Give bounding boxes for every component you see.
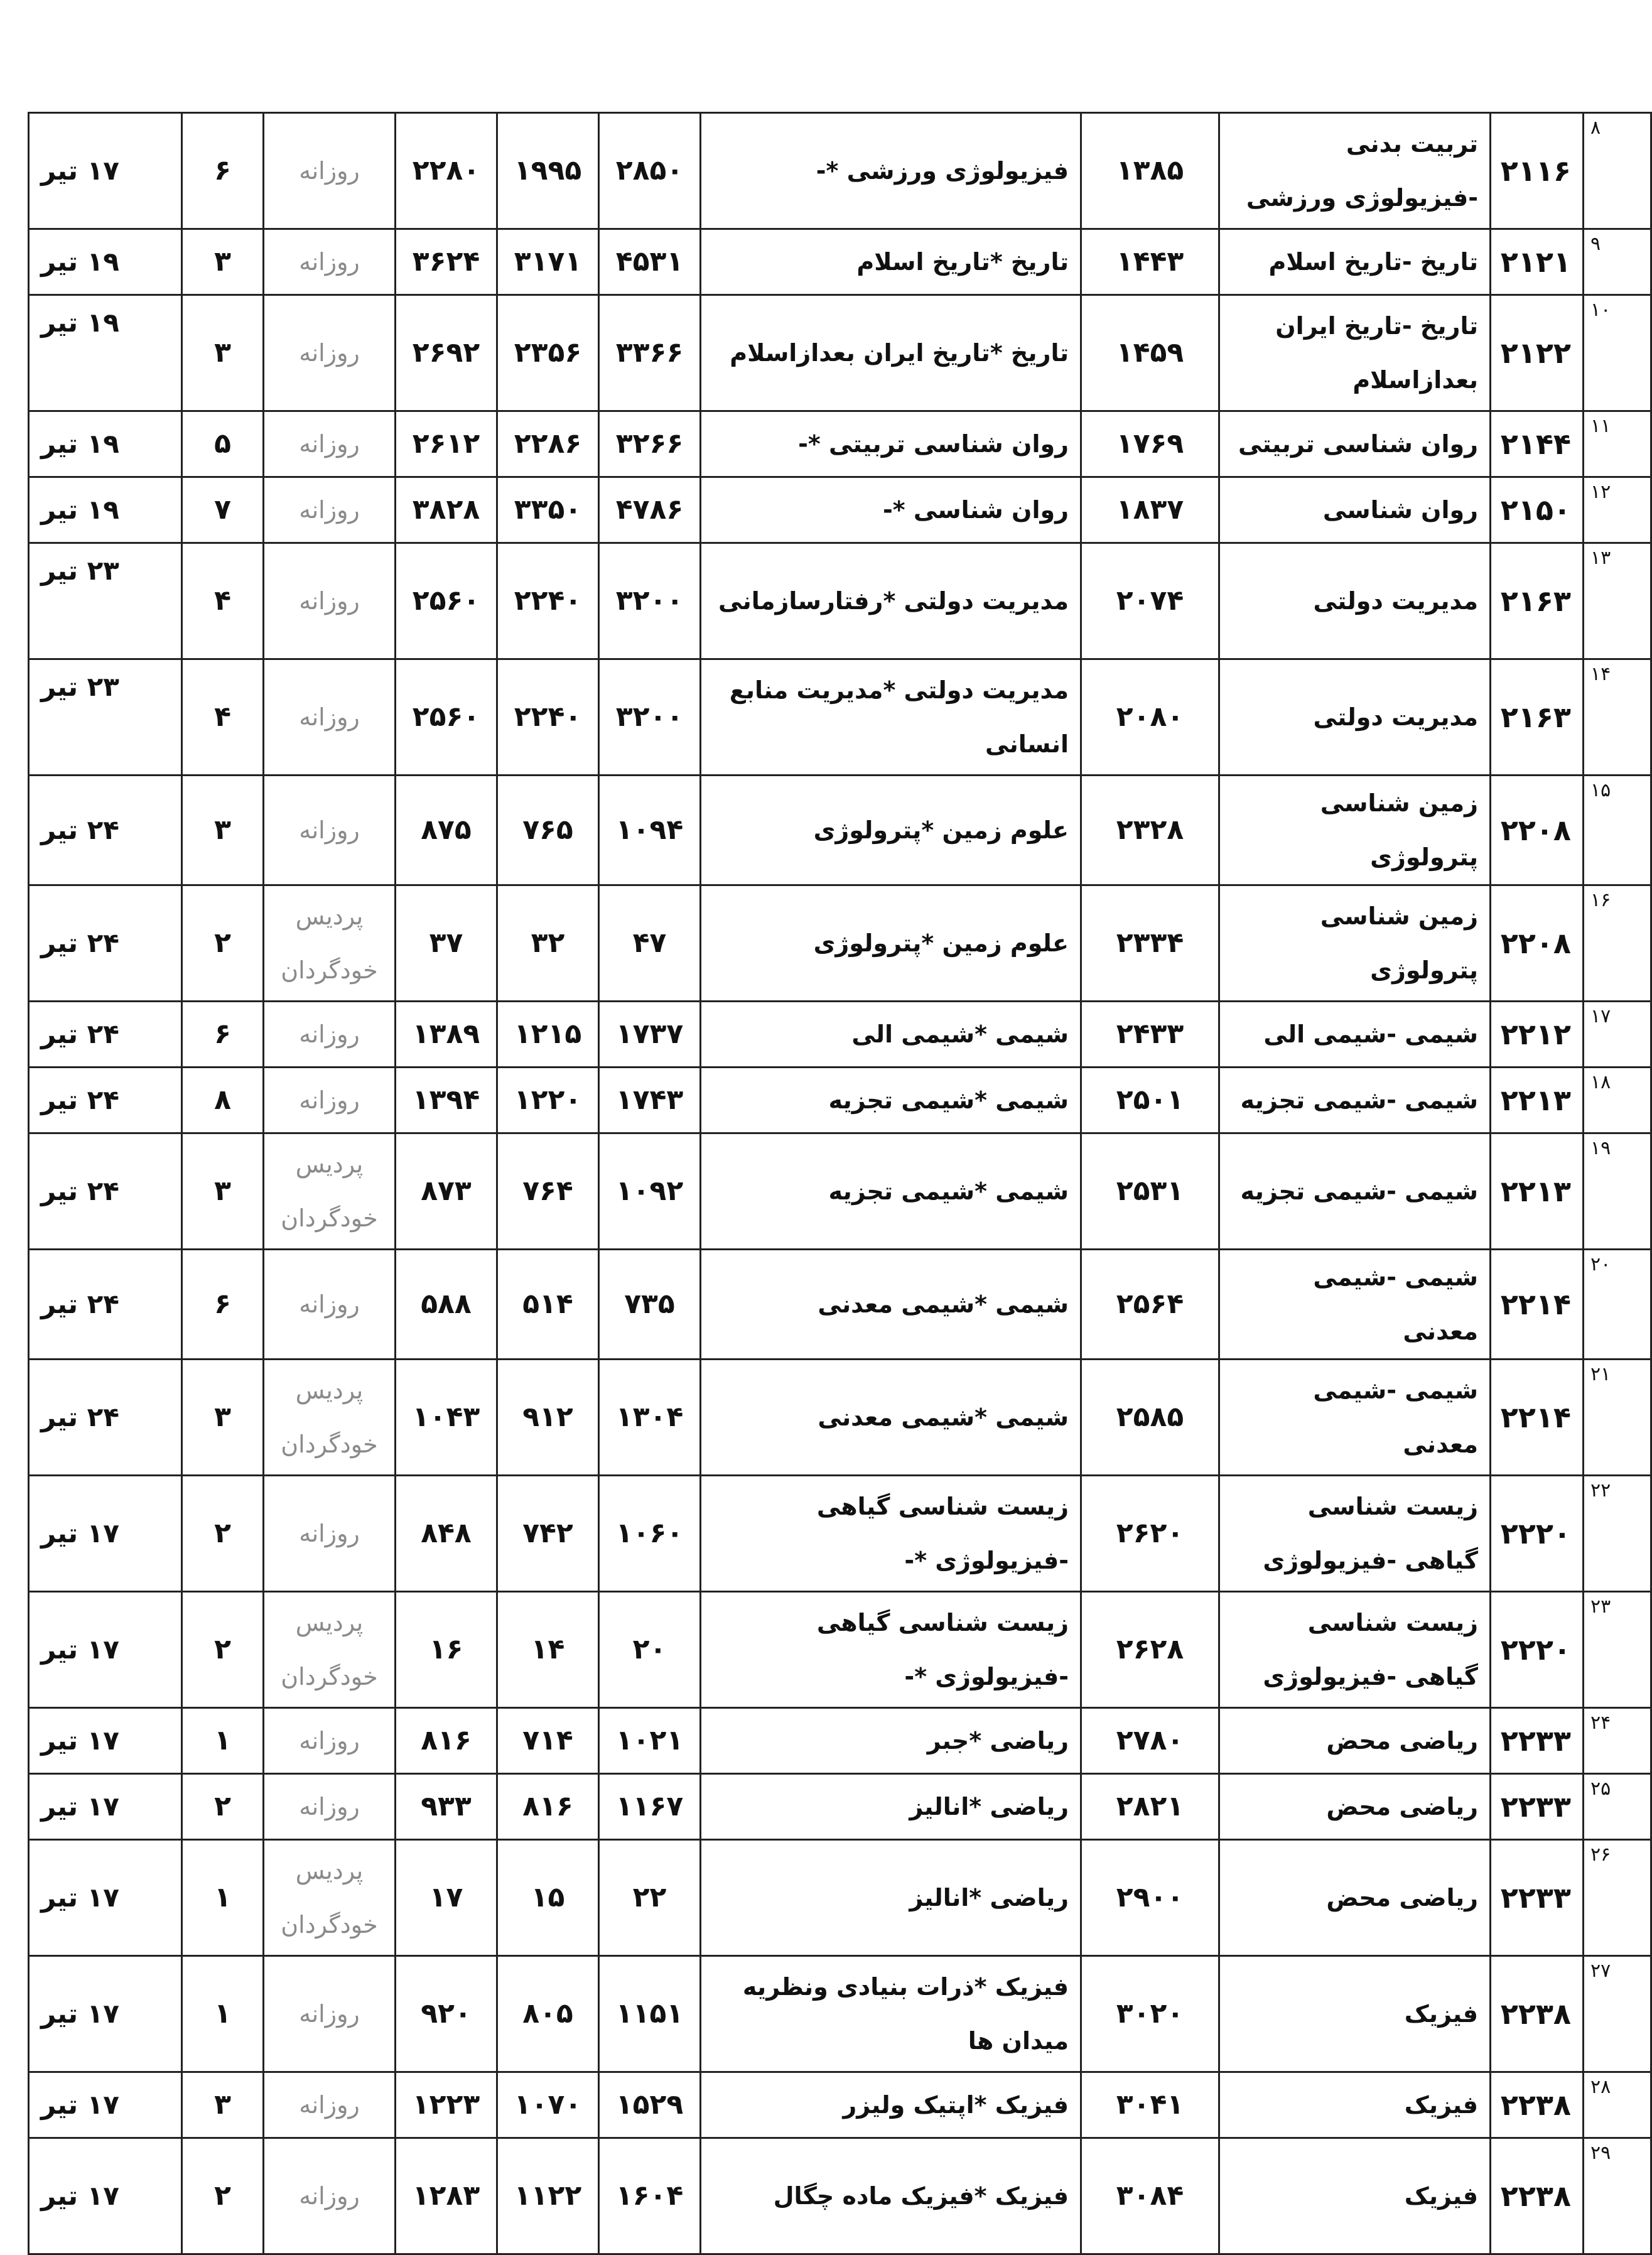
course-type: پردیس خودگردان [264,1840,396,1956]
course-type: پردیس خودگردان [264,1360,396,1476]
table-row [29,1840,1651,1956]
row-index: ۱۳ [1584,543,1651,659]
row-index: ۲۹ [1584,2138,1651,2254]
count-3: ۵۸۸ [396,1250,497,1360]
count-2: ۷۱۴ [497,1708,599,1774]
course-type: روزانه [264,1002,396,1068]
exam-date: ۲۴ تیر [29,1068,182,1133]
course-type: روزانه [264,2072,396,2138]
count-2: ۵۱۴ [497,1250,599,1360]
count-3: ۲۶۱۲ [396,411,497,477]
group-number: ۵ [182,411,264,477]
orientation-name: شیمی *شیمی تجزیه [701,1068,1081,1133]
count-3: ۱۳۸۹ [396,1002,497,1068]
exam-date: ۱۹ تیر [29,229,182,295]
course-type: روزانه [264,1774,396,1840]
course-type: روزانه [264,2138,396,2254]
orientation-name: فیزیک *فیزیک ماده چگال [701,2138,1081,2254]
table-row [29,1002,1651,1068]
count-2: ۱۲۱۵ [497,1002,599,1068]
group-number: ۲ [182,885,264,1002]
group-number: ۲ [182,1774,264,1840]
count-3: ۲۵۶۰ [396,659,497,776]
exam-date: ۲۳ تیر [29,543,182,659]
group-number: ۳ [182,1360,264,1476]
orientation-code: ۲۵۰۱ [1081,1068,1219,1133]
table-row [29,1708,1651,1774]
orientation-name: ریاضی *انالیز [701,1774,1081,1840]
course-type: پردیس خودگردان [264,885,396,1002]
exam-date: ۱۷ تیر [29,1592,182,1708]
row-index: ۱۱ [1584,411,1651,477]
orientation-name: زیست شناسی گیاهی -فیزیولوژی *- [701,1476,1081,1592]
orientation-code: ۲۴۳۳ [1081,1002,1219,1068]
count-2: ۹۱۲ [497,1360,599,1476]
orientation-code: ۲۳۲۸ [1081,776,1219,885]
orientation-name: فیزیولوژی ورزشی *- [701,113,1081,229]
count-2: ۲۲۴۰ [497,543,599,659]
group-number: ۲ [182,1476,264,1592]
orientation-code: ۱۴۴۳ [1081,229,1219,295]
exam-date: ۱۷ تیر [29,1708,182,1774]
row-index: ۲۵ [1584,1774,1651,1840]
count-3: ۱۷ [396,1840,497,1956]
course-type: روزانه [264,659,396,776]
table-row [29,1360,1651,1476]
count-2: ۲۲۸۶ [497,411,599,477]
field-code: ۲۲۳۸ [1491,2138,1584,2254]
table-row [29,2072,1651,2138]
orientation-name: شیمی *شیمی معدنی [701,1250,1081,1360]
orientation-name: مدیریت دولتی *رفتارسازمانی [701,543,1081,659]
field-code: ۲۱۵۰ [1491,477,1584,543]
row-index: ۲۰ [1584,1250,1651,1360]
field-name: شیمی -شیمی تجزیه [1219,1068,1491,1133]
exam-date: ۱۷ تیر [29,1840,182,1956]
field-code: ۲۲۰۸ [1491,885,1584,1002]
group-number: ۷ [182,477,264,543]
orientation-name: زیست شناسی گیاهی -فیزیولوژی *- [701,1592,1081,1708]
orientation-name: ریاضی *جبر [701,1708,1081,1774]
count-1: ۱۱۵۱ [599,1956,701,2072]
orientation-code: ۱۳۸۵ [1081,113,1219,229]
group-number: ۴ [182,543,264,659]
count-3: ۳۸۲۸ [396,477,497,543]
field-code: ۲۲۳۸ [1491,1956,1584,2072]
group-number: ۳ [182,295,264,411]
orientation-name: فیزیک *ذرات بنیادی ونظریه میدان ها [701,1956,1081,2072]
count-3: ۸۱۶ [396,1708,497,1774]
group-number: ۱ [182,1956,264,2072]
field-name: تربیت بدنی -فیزیولوژی ورزشی [1219,113,1491,229]
count-1: ۱۳۰۴ [599,1360,701,1476]
field-name: فیزیک [1219,1956,1491,2072]
exam-date: ۱۹ تیر [29,295,182,411]
field-code: ۲۲۰۸ [1491,776,1584,885]
field-code: ۲۲۳۸ [1491,2072,1584,2138]
count-1: ۱۰۲۱ [599,1708,701,1774]
field-name: زمین شناسی پترولوژی [1219,776,1491,885]
exam-date: ۲۴ تیر [29,1002,182,1068]
count-2: ۷۶۴ [497,1133,599,1250]
orientation-code: ۳۰۴۱ [1081,2072,1219,2138]
count-2: ۳۱۷۱ [497,229,599,295]
course-type: روزانه [264,411,396,477]
count-1: ۳۲۶۶ [599,411,701,477]
field-code: ۲۲۳۳ [1491,1840,1584,1956]
field-code: ۲۱۴۴ [1491,411,1584,477]
count-1: ۱۰۹۲ [599,1133,701,1250]
orientation-code: ۱۸۳۷ [1081,477,1219,543]
row-index: ۲۳ [1584,1592,1651,1708]
table-row [29,659,1651,776]
count-3: ۳۶۲۴ [396,229,497,295]
field-name: ریاضی محض [1219,1840,1491,1956]
course-type: روزانه [264,1708,396,1774]
field-name: شیمی -شیمی معدنی [1219,1360,1491,1476]
count-2: ۸۰۵ [497,1956,599,2072]
field-code: ۲۲۲۰ [1491,1592,1584,1708]
count-1: ۱۷۴۳ [599,1068,701,1133]
group-number: ۳ [182,2072,264,2138]
table-row [29,295,1651,411]
count-3: ۱۶ [396,1592,497,1708]
orientation-code: ۲۵۸۵ [1081,1360,1219,1476]
count-1: ۳۳۶۶ [599,295,701,411]
table-row [29,543,1651,659]
row-index: ۲۴ [1584,1708,1651,1774]
field-name: زیست شناسی گیاهی -فیزیولوژی [1219,1592,1491,1708]
table-row [29,2138,1651,2254]
table-body [29,113,1651,2254]
group-number: ۳ [182,776,264,885]
course-type: روزانه [264,543,396,659]
count-2: ۷۶۵ [497,776,599,885]
field-name: روان شناسی تربیتی [1219,411,1491,477]
table-row [29,1592,1651,1708]
field-code: ۲۱۱۶ [1491,113,1584,229]
count-1: ۱۰۶۰ [599,1476,701,1592]
course-type: روزانه [264,1068,396,1133]
field-code: ۲۱۲۱ [1491,229,1584,295]
row-index: ۱۶ [1584,885,1651,1002]
count-3: ۹۳۳ [396,1774,497,1840]
count-3: ۱۰۴۳ [396,1360,497,1476]
count-1: ۲۸۵۰ [599,113,701,229]
field-name: روان شناسی [1219,477,1491,543]
group-number: ۲ [182,2138,264,2254]
count-1: ۷۳۵ [599,1250,701,1360]
orientation-code: ۳۰۲۰ [1081,1956,1219,2072]
count-3: ۲۲۸۰ [396,113,497,229]
field-code: ۲۱۶۳ [1491,543,1584,659]
field-code: ۲۲۱۳ [1491,1068,1584,1133]
orientation-name: فیزیک *اپتیک ولیزر [701,2072,1081,2138]
count-1: ۲۰ [599,1592,701,1708]
field-name: فیزیک [1219,2138,1491,2254]
group-number: ۱ [182,1708,264,1774]
field-name: فیزیک [1219,2072,1491,2138]
field-name: شیمی -شیمی معدنی [1219,1250,1491,1360]
course-type: پردیس خودگردان [264,1133,396,1250]
field-code: ۲۲۱۴ [1491,1360,1584,1476]
count-1: ۴۵۳۱ [599,229,701,295]
table-row [29,113,1651,229]
table-row [29,1068,1651,1133]
field-name: مدیریت دولتی [1219,543,1491,659]
count-3: ۲۵۶۰ [396,543,497,659]
count-2: ۱۴ [497,1592,599,1708]
exam-date: ۲۴ تیر [29,1250,182,1360]
exam-date: ۱۹ تیر [29,411,182,477]
orientation-name: علوم زمین *پترولوژی [701,885,1081,1002]
row-index: ۱۹ [1584,1133,1651,1250]
count-1: ۱۷۳۷ [599,1002,701,1068]
orientation-code: ۲۶۲۰ [1081,1476,1219,1592]
field-name: زمین شناسی پترولوژی [1219,885,1491,1002]
field-code: ۲۲۳۳ [1491,1774,1584,1840]
orientation-name: تاریخ *تاریخ اسلام [701,229,1081,295]
count-3: ۱۳۹۴ [396,1068,497,1133]
exam-date: ۲۴ تیر [29,1360,182,1476]
count-1: ۱۵۲۹ [599,2072,701,2138]
count-2: ۱۰۷۰ [497,2072,599,2138]
count-2: ۱۵ [497,1840,599,1956]
orientation-name: شیمی *شیمی تجزیه [701,1133,1081,1250]
group-number: ۴ [182,659,264,776]
exam-date: ۱۷ تیر [29,1956,182,2072]
count-2: ۲۳۵۶ [497,295,599,411]
orientation-name: تاریخ *تاریخ ایران بعدازاسلام [701,295,1081,411]
orientation-name: روان شناسی تربیتی *- [701,411,1081,477]
exam-date: ۲۴ تیر [29,1133,182,1250]
orientation-code: ۲۷۸۰ [1081,1708,1219,1774]
table-row [29,477,1651,543]
row-index: ۲۸ [1584,2072,1651,2138]
count-3: ۹۲۰ [396,1956,497,2072]
field-name: شیمی -شیمی تجزیه [1219,1133,1491,1250]
count-3: ۱۲۸۳ [396,2138,497,2254]
count-1: ۳۲۰۰ [599,659,701,776]
orientation-code: ۲۳۳۴ [1081,885,1219,1002]
exam-date: ۱۷ تیر [29,1476,182,1592]
table-row [29,776,1651,885]
count-2: ۲۲۴۰ [497,659,599,776]
table-row [29,1250,1651,1360]
orientation-code: ۱۷۶۹ [1081,411,1219,477]
field-name: تاریخ -تاریخ اسلام [1219,229,1491,295]
field-code: ۲۲۱۲ [1491,1002,1584,1068]
group-number: ۶ [182,1250,264,1360]
count-3: ۸۷۵ [396,776,497,885]
count-2: ۷۴۲ [497,1476,599,1592]
row-index: ۸ [1584,113,1651,229]
orientation-code: ۲۸۲۱ [1081,1774,1219,1840]
field-code: ۲۱۶۳ [1491,659,1584,776]
count-1: ۲۲ [599,1840,701,1956]
course-type: روزانه [264,113,396,229]
count-2: ۳۲ [497,885,599,1002]
group-number: ۱ [182,1840,264,1956]
field-name: زیست شناسی گیاهی -فیزیولوژی [1219,1476,1491,1592]
course-type: روزانه [264,477,396,543]
orientation-code: ۲۵۶۴ [1081,1250,1219,1360]
orientation-name: شیمی *شیمی معدنی [701,1360,1081,1476]
course-type: پردیس خودگردان [264,1592,396,1708]
count-2: ۸۱۶ [497,1774,599,1840]
orientation-name: مدیریت دولتی *مدیریت منابع انسانی [701,659,1081,776]
table-row [29,1133,1651,1250]
exam-date: ۱۷ تیر [29,113,182,229]
course-type: روزانه [264,1250,396,1360]
count-2: ۳۳۵۰ [497,477,599,543]
orientation-code: ۳۰۸۴ [1081,2138,1219,2254]
field-code: ۲۲۳۳ [1491,1708,1584,1774]
row-index: ۱۸ [1584,1068,1651,1133]
row-index: ۱۷ [1584,1002,1651,1068]
row-index: ۱۰ [1584,295,1651,411]
field-code: ۲۲۱۴ [1491,1250,1584,1360]
orientation-code: ۲۰۷۴ [1081,543,1219,659]
orientation-code: ۲۵۳۱ [1081,1133,1219,1250]
exam-date: ۲۳ تیر [29,659,182,776]
row-index: ۱۲ [1584,477,1651,543]
table-row [29,1774,1651,1840]
exam-date: ۱۷ تیر [29,2072,182,2138]
orientation-name: ریاضی *انالیز [701,1840,1081,1956]
field-name: تاریخ -تاریخ ایران بعدازاسلام [1219,295,1491,411]
group-number: ۶ [182,113,264,229]
field-name: ریاضی محض [1219,1708,1491,1774]
exam-date: ۲۴ تیر [29,776,182,885]
field-name: شیمی -شیمی الی [1219,1002,1491,1068]
group-number: ۲ [182,1592,264,1708]
row-index: ۱۵ [1584,776,1651,885]
exam-date: ۲۴ تیر [29,885,182,1002]
orientation-code: ۲۰۸۰ [1081,659,1219,776]
group-number: ۶ [182,1002,264,1068]
course-type: روزانه [264,1476,396,1592]
field-code: ۲۱۲۲ [1491,295,1584,411]
row-index: ۹ [1584,229,1651,295]
count-1: ۴۷۸۶ [599,477,701,543]
count-1: ۱۱۶۷ [599,1774,701,1840]
count-2: ۱۱۲۲ [497,2138,599,2254]
count-1: ۳۲۰۰ [599,543,701,659]
orientation-name: علوم زمین *پترولوژی [701,776,1081,885]
exam-date: ۱۷ تیر [29,2138,182,2254]
course-type: روزانه [264,1956,396,2072]
table-row [29,229,1651,295]
orientation-name: روان شناسی *- [701,477,1081,543]
table-row [29,885,1651,1002]
exam-date: ۱۷ تیر [29,1774,182,1840]
field-name: ریاضی محض [1219,1774,1491,1840]
orientation-code: ۲۶۲۸ [1081,1592,1219,1708]
table-row [29,1476,1651,1592]
results-table [28,112,1652,2255]
field-code: ۲۲۲۰ [1491,1476,1584,1592]
group-number: ۳ [182,229,264,295]
orientation-name: شیمی *شیمی الی [701,1002,1081,1068]
orientation-code: ۲۹۰۰ [1081,1840,1219,1956]
group-number: ۸ [182,1068,264,1133]
course-type: روزانه [264,776,396,885]
row-index: ۲۶ [1584,1840,1651,1956]
count-1: ۱۰۹۴ [599,776,701,885]
count-1: ۱۶۰۴ [599,2138,701,2254]
table-row [29,411,1651,477]
count-3: ۸۴۸ [396,1476,497,1592]
count-3: ۲۶۹۲ [396,295,497,411]
count-3: ۱۲۲۳ [396,2072,497,2138]
course-type: روزانه [264,229,396,295]
row-index: ۲۷ [1584,1956,1651,2072]
row-index: ۱۴ [1584,659,1651,776]
field-code: ۲۲۱۳ [1491,1133,1584,1250]
row-index: ۲۲ [1584,1476,1651,1592]
count-2: ۱۹۹۵ [497,113,599,229]
exam-date: ۱۹ تیر [29,477,182,543]
count-2: ۱۲۲۰ [497,1068,599,1133]
count-1: ۴۷ [599,885,701,1002]
row-index: ۲۱ [1584,1360,1651,1476]
count-3: ۸۷۳ [396,1133,497,1250]
group-number: ۳ [182,1133,264,1250]
field-name: مدیریت دولتی [1219,659,1491,776]
course-type: روزانه [264,295,396,411]
orientation-code: ۱۴۵۹ [1081,295,1219,411]
table-row [29,1956,1651,2072]
count-3: ۳۷ [396,885,497,1002]
